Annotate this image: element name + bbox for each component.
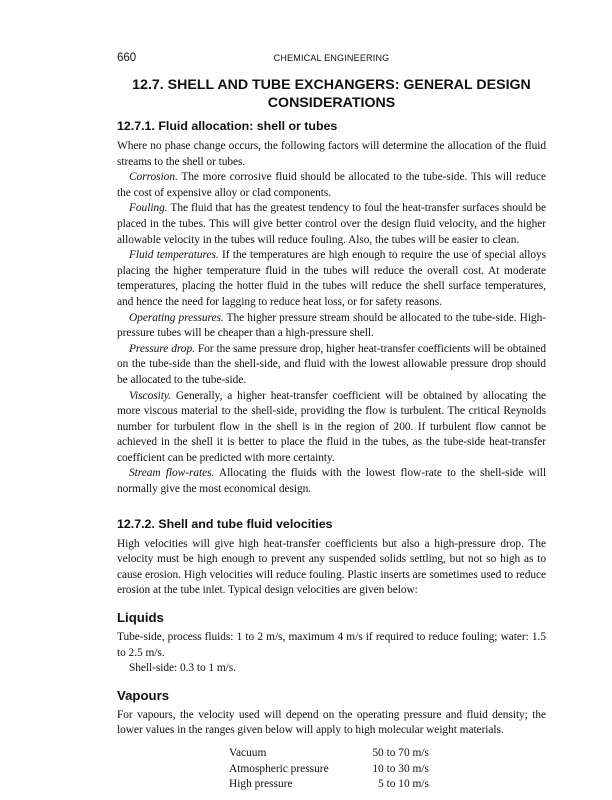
subsection-heading-fluid-velocities: 12.7.2. Shell and tube fluid velocities xyxy=(117,516,333,531)
factor-text: For the same pressure drop, higher heat-transfer coefficients will be obtained on the tube-side than the shell-side, and fluid with the lowest allowable pressure drop should be allocated to the tube-side. xyxy=(117,342,546,386)
velocity-cell: 5 to 10 m/s xyxy=(378,778,429,791)
table-row xyxy=(229,777,429,793)
fluid-allocation-intro: Where no phase change occurs, the following factors will determine the allocation of the fluid streams to the shell or tubes. xyxy=(117,140,546,168)
condition-cell: Atmospheric pressure xyxy=(229,762,329,775)
fluid-velocities-intro: High velocities will give high heat-transfer coefficients but also a high-pressure drop. The velocity must be high enough to prevent any suspended solids settling, but not so high as to cause erosion. High velocities will reduce fouling. Plastic inserts are sometimes used to reduce erosion at the tube inlet. Typical design velocities are given below: xyxy=(117,537,546,597)
velocity-cell: 10 to 30 m/s xyxy=(372,762,429,775)
factor-term: Corrosion. xyxy=(129,171,178,184)
factor-text: Allocating the fluids with the lowest flow-rate to the shell-side will normally give the most economical design. xyxy=(117,467,546,496)
factor-text: The fluid that has the greatest tendency to foul the heat-transfer surfaces should be placed in the tubes. This will give better control over the design fluid velocity, and the higher allowable velocity in the tubes will reduce fouling. Also, the tubes will be easier to clean. xyxy=(117,202,546,246)
vapours-heading: Vapours xyxy=(117,687,170,703)
running-header xyxy=(117,52,546,68)
velocity-cell: 50 to 70 m/s xyxy=(372,747,429,759)
liquids-shell-side: Shell-side: 0.3 to 1 m/s. xyxy=(129,662,236,675)
running-title: CHEMICAL ENGINEERING xyxy=(273,53,390,63)
factor-paragraph xyxy=(117,466,546,497)
liquids-heading: Liquids xyxy=(117,610,164,626)
factor-term: Pressure drop. xyxy=(129,342,195,355)
condition-cell: High pressure xyxy=(229,778,293,791)
factor-text: The more corrosive fluid should be allocated to the tube-side. This will reduce the cost of expensive alloy or clad components. xyxy=(117,171,546,199)
factor-paragraph xyxy=(117,170,546,201)
factor-text: Generally, a higher heat-transfer coefficient will be obtained by allocating the more viscous material to the shell-side, providing the flow is turbulent. The critical Reynolds number for turbulent flow in the shell is in the region of 200. If turbulent flow cannot be achieved in the shell it is better to place the fluid in the tubes, as the tube-side heat-transfer coefficient can be predicted with more certainty. xyxy=(117,389,546,464)
factor-term: Fouling. xyxy=(129,202,168,215)
factor-term: Fluid temperatures. xyxy=(129,249,219,262)
subsection-heading-fluid-allocation: 12.7.1. Fluid allocation: shell or tubes xyxy=(117,119,338,133)
vapour-velocity-table xyxy=(229,746,429,793)
factor-paragraph xyxy=(117,389,546,467)
factor-term: Viscosity. xyxy=(129,389,171,402)
vapours-intro: For vapours, the velocity used will depend on the operating pressure and fluid density; the lower values in the ranges given below will apply to high molecular weight materials. xyxy=(117,708,546,737)
page-number: 660 xyxy=(117,52,137,64)
factor-text: The higher pressure stream should be allocated to the tube-side. High-pressure tubes will be cheaper than a high-pressure shell. xyxy=(117,311,546,340)
factor-paragraph xyxy=(117,342,546,389)
liquids-tube-side: Tube-side, process fluids: 1 to 2 m/s, maximum 4 m/s if required to reduce fouling; water: 1.5 to 2.5 m/s. xyxy=(117,631,546,659)
table-row xyxy=(229,746,429,762)
factor-paragraph xyxy=(117,311,546,342)
page-content xyxy=(117,76,546,793)
table-row xyxy=(229,762,429,778)
section-title: 12.7. SHELL AND TUBE EXCHANGERS: GENERAL DESIGN CONSIDERATIONS xyxy=(132,77,531,111)
factor-paragraph xyxy=(117,248,546,310)
factor-text: If the temperatures are high enough to require the use of special alloys placing the higher temperature fluid in the tubes will reduce the overall cost. At moderate temperatures, placing the hotter fluid in the tubes will reduce the shell surface temperatures, and hence the need for lagging to reduce heat loss, or for safety reasons. xyxy=(117,249,547,308)
condition-cell: Vacuum xyxy=(229,747,267,759)
factor-paragraph xyxy=(117,201,546,248)
factor-term: Stream flow-rates. xyxy=(129,467,215,480)
factor-term: Operating pressures. xyxy=(129,311,224,324)
